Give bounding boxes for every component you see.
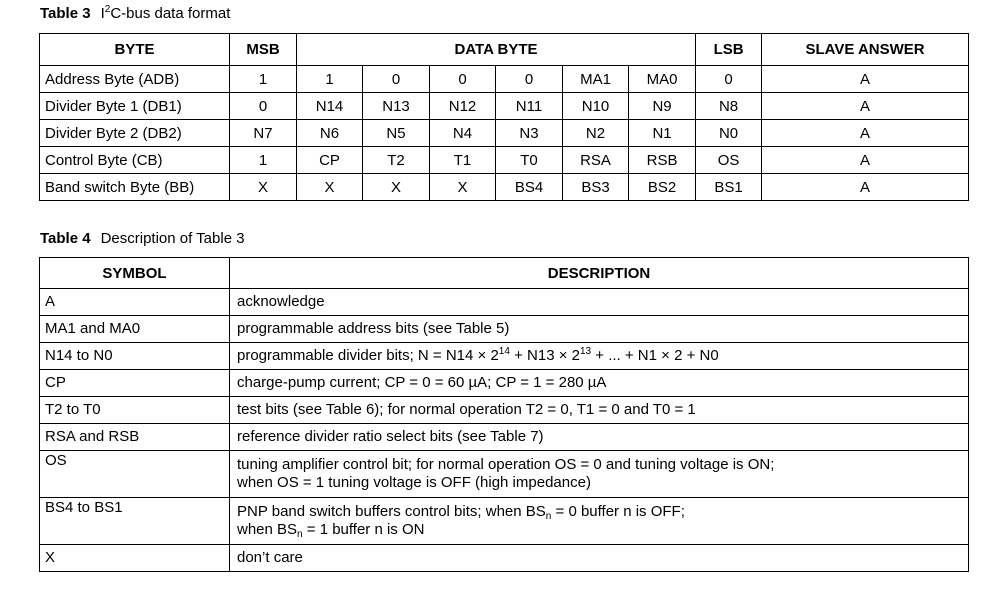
table-row [40,120,969,147]
table3-label: Table 3 [40,5,91,22]
bit-cell: N5 [363,120,430,147]
bit-cell: N12 [430,93,496,120]
row-label: Divider Byte 1 (DB1) [40,93,230,120]
bit-cell: N8 [696,93,762,120]
row-label: Control Byte (CB) [40,147,230,174]
table-row [40,174,969,201]
bit-cell: N6 [297,120,363,147]
row-label: Divider Byte 2 (DB2) [40,120,230,147]
table4-label: Table 4 [40,230,91,247]
header-symbol: SYMBOL [40,258,230,289]
description-cell [230,498,969,545]
description-cell: programmable address bits (see Table 5) [230,316,969,343]
table-row [40,498,969,545]
bit-cell: X [297,174,363,201]
bit-cell: 0 [363,66,430,93]
table3-title [101,5,231,22]
header-description: DESCRIPTION [230,258,969,289]
symbol-cell: A [40,289,230,316]
desc-text: when BS [237,521,298,538]
bit-cell: N3 [496,120,563,147]
table-row [40,545,969,572]
bit-cell: N0 [696,120,762,147]
desc-line: when OS = 1 tuning voltage is OFF (high impedance) [237,474,591,491]
bit-cell: N9 [629,93,696,120]
answer-cell: A [762,147,969,174]
bit-cell: 1 [230,66,297,93]
table3-title-post: C-bus data format [110,5,231,22]
bit-cell: RSA [563,147,629,174]
table-row [40,93,969,120]
table3-caption [40,5,230,22]
desc-text: + ... + N1 × 2 + N0 [591,347,719,364]
bit-cell: OS [696,147,762,174]
header-msb: MSB [230,34,297,66]
table-row [40,424,969,451]
desc-text: PNP band switch buffers control bits; when BS [237,503,546,520]
description-cell [230,451,969,498]
bit-cell: N7 [230,120,297,147]
table-row [40,147,969,174]
answer-cell: A [762,93,969,120]
answer-cell: A [762,120,969,147]
bit-cell: BS2 [629,174,696,201]
bit-cell: N4 [430,120,496,147]
row-label: Band switch Byte (BB) [40,174,230,201]
answer-cell: A [762,174,969,201]
table4-caption [40,230,245,247]
bit-cell: CP [297,147,363,174]
description-cell: charge-pump current; CP = 0 = 60 µA; CP = 1 = 280 µA [230,370,969,397]
bit-cell: T2 [363,147,430,174]
bit-cell: N14 [297,93,363,120]
bit-cell: RSB [629,147,696,174]
description-cell: don’t care [230,545,969,572]
symbol-cell: OS [40,451,230,498]
bit-cell: MA0 [629,66,696,93]
description-cell: acknowledge [230,289,969,316]
header-data-byte: DATA BYTE [297,34,696,66]
symbol-cell: X [40,545,230,572]
bit-cell: BS1 [696,174,762,201]
answer-cell: A [762,66,969,93]
bit-cell: N10 [563,93,629,120]
bit-cell: X [363,174,430,201]
symbol-cell: N14 to N0 [40,343,230,370]
bit-cell: BS4 [496,174,563,201]
row-label: Address Byte (ADB) [40,66,230,93]
table-row [40,289,969,316]
symbol-cell: RSA and RSB [40,424,230,451]
symbol-cell: T2 to T0 [40,397,230,424]
desc-sup: 14 [498,346,510,357]
table-row [40,66,969,93]
bit-cell: T1 [430,147,496,174]
table3-title-sup: 2 [104,4,111,15]
symbol-cell: BS4 to BS1 [40,498,230,545]
desc-text: = 1 buffer n is ON [302,521,425,538]
header-byte: BYTE [40,34,230,66]
header-lsb: LSB [696,34,762,66]
table3-header-row [40,34,969,66]
table-row [40,397,969,424]
bit-cell: MA1 [563,66,629,93]
symbol-cell: MA1 and MA0 [40,316,230,343]
description-cell: test bits (see Table 6); for normal operation T2 = 0, T1 = 0 and T0 = 1 [230,397,969,424]
bit-cell: 1 [297,66,363,93]
desc-line [237,521,961,539]
table4 [39,257,969,572]
bit-cell: X [230,174,297,201]
table3-title-pre: I [100,5,105,22]
desc-sub: n [297,529,303,540]
symbol-cell: CP [40,370,230,397]
desc-sub: n [545,511,552,522]
bit-cell: X [430,174,496,201]
table-row [40,316,969,343]
desc-text: programmable divider bits; N = N14 × 2 [237,347,499,364]
bit-cell: N1 [629,120,696,147]
table4-title: Description of Table 3 [100,230,245,247]
table3 [39,33,969,201]
bit-cell: 1 [230,147,297,174]
desc-text: = 0 buffer n is OFF; [551,503,685,520]
bit-cell: N2 [563,120,629,147]
bit-cell: N13 [363,93,430,120]
desc-line: tuning amplifier control bit; for normal operation OS = 0 and tuning voltage is ON; [237,456,775,473]
bit-cell: BS3 [563,174,629,201]
bit-cell: 0 [696,66,762,93]
desc-sup: 13 [579,346,592,357]
bit-cell: 0 [496,66,563,93]
description-cell [230,343,969,370]
bit-cell: N11 [496,93,563,120]
table-row [40,370,969,397]
bit-cell: T0 [496,147,563,174]
bit-cell: 0 [230,93,297,120]
description-cell: reference divider ratio select bits (see Table 7) [230,424,969,451]
desc-text: + N13 × 2 [509,347,580,364]
desc-line [237,503,961,521]
table-row [40,451,969,498]
bit-cell: 0 [430,66,496,93]
table-row [40,343,969,370]
table4-header-row [40,258,969,289]
header-slave-answer: SLAVE ANSWER [762,34,969,66]
